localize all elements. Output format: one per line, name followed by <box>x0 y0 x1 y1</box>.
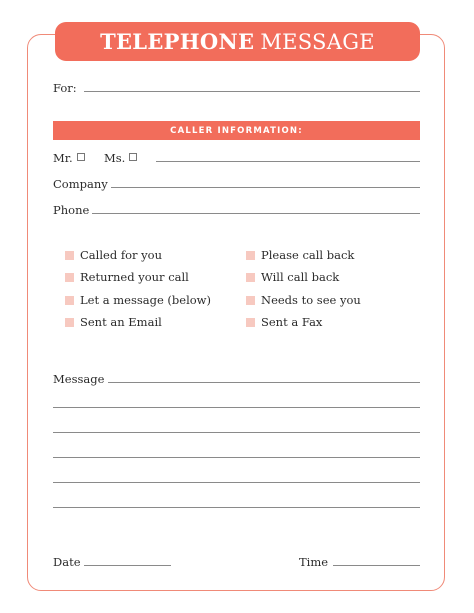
message-label: Message <box>53 372 105 386</box>
option-needs-to-see-you: Needs to see you <box>261 293 361 307</box>
mr-label: Mr. <box>53 151 73 165</box>
message-line-1[interactable] <box>108 382 420 383</box>
for-field[interactable] <box>84 91 420 92</box>
message-line-3[interactable] <box>53 432 420 433</box>
checkbox-please-call-back[interactable] <box>246 251 255 260</box>
phone-label: Phone <box>53 203 90 217</box>
checkbox-sent-a-fax[interactable] <box>246 318 255 327</box>
checkbox-sent-an-email[interactable] <box>65 318 74 327</box>
time-field[interactable] <box>333 565 420 566</box>
option-please-call-back: Please call back <box>261 248 355 262</box>
ms-option[interactable] <box>104 151 137 165</box>
checkbox-returned-your-call[interactable] <box>65 273 74 282</box>
company-field[interactable] <box>111 187 420 188</box>
ms-label: Ms. <box>104 151 126 165</box>
for-label: For: <box>53 81 77 95</box>
message-line-4[interactable] <box>53 457 420 458</box>
option-sent-an-email: Sent an Email <box>80 315 162 329</box>
name-field[interactable] <box>156 161 420 162</box>
mr-option[interactable] <box>53 151 85 165</box>
title-bold: TELEPHONE <box>100 29 255 54</box>
message-line-6[interactable] <box>53 507 420 508</box>
ms-checkbox[interactable] <box>129 153 137 161</box>
checkbox-will-call-back[interactable] <box>246 273 255 282</box>
option-let-a-message: Let a message (below) <box>80 293 212 307</box>
form-title <box>55 22 420 61</box>
option-returned-your-call: Returned your call <box>80 270 189 284</box>
checkbox-needs-to-see-you[interactable] <box>246 296 255 305</box>
option-sent-a-fax: Sent a Fax <box>261 315 323 329</box>
option-will-call-back: Will call back <box>261 270 340 284</box>
mr-checkbox[interactable] <box>77 153 85 161</box>
phone-field[interactable] <box>92 213 420 214</box>
date-label: Date <box>53 555 81 569</box>
company-label: Company <box>53 177 108 191</box>
option-called-for-you: Called for you <box>80 248 162 262</box>
title-regular: MESSAGE <box>260 29 375 54</box>
caller-information-header: CALLER INFORMATION: <box>53 121 420 140</box>
message-line-5[interactable] <box>53 482 420 483</box>
checkbox-let-a-message[interactable] <box>65 296 74 305</box>
message-line-2[interactable] <box>53 407 420 408</box>
checkbox-called-for-you[interactable] <box>65 251 74 260</box>
date-field[interactable] <box>84 565 171 566</box>
time-label: Time <box>299 555 329 569</box>
